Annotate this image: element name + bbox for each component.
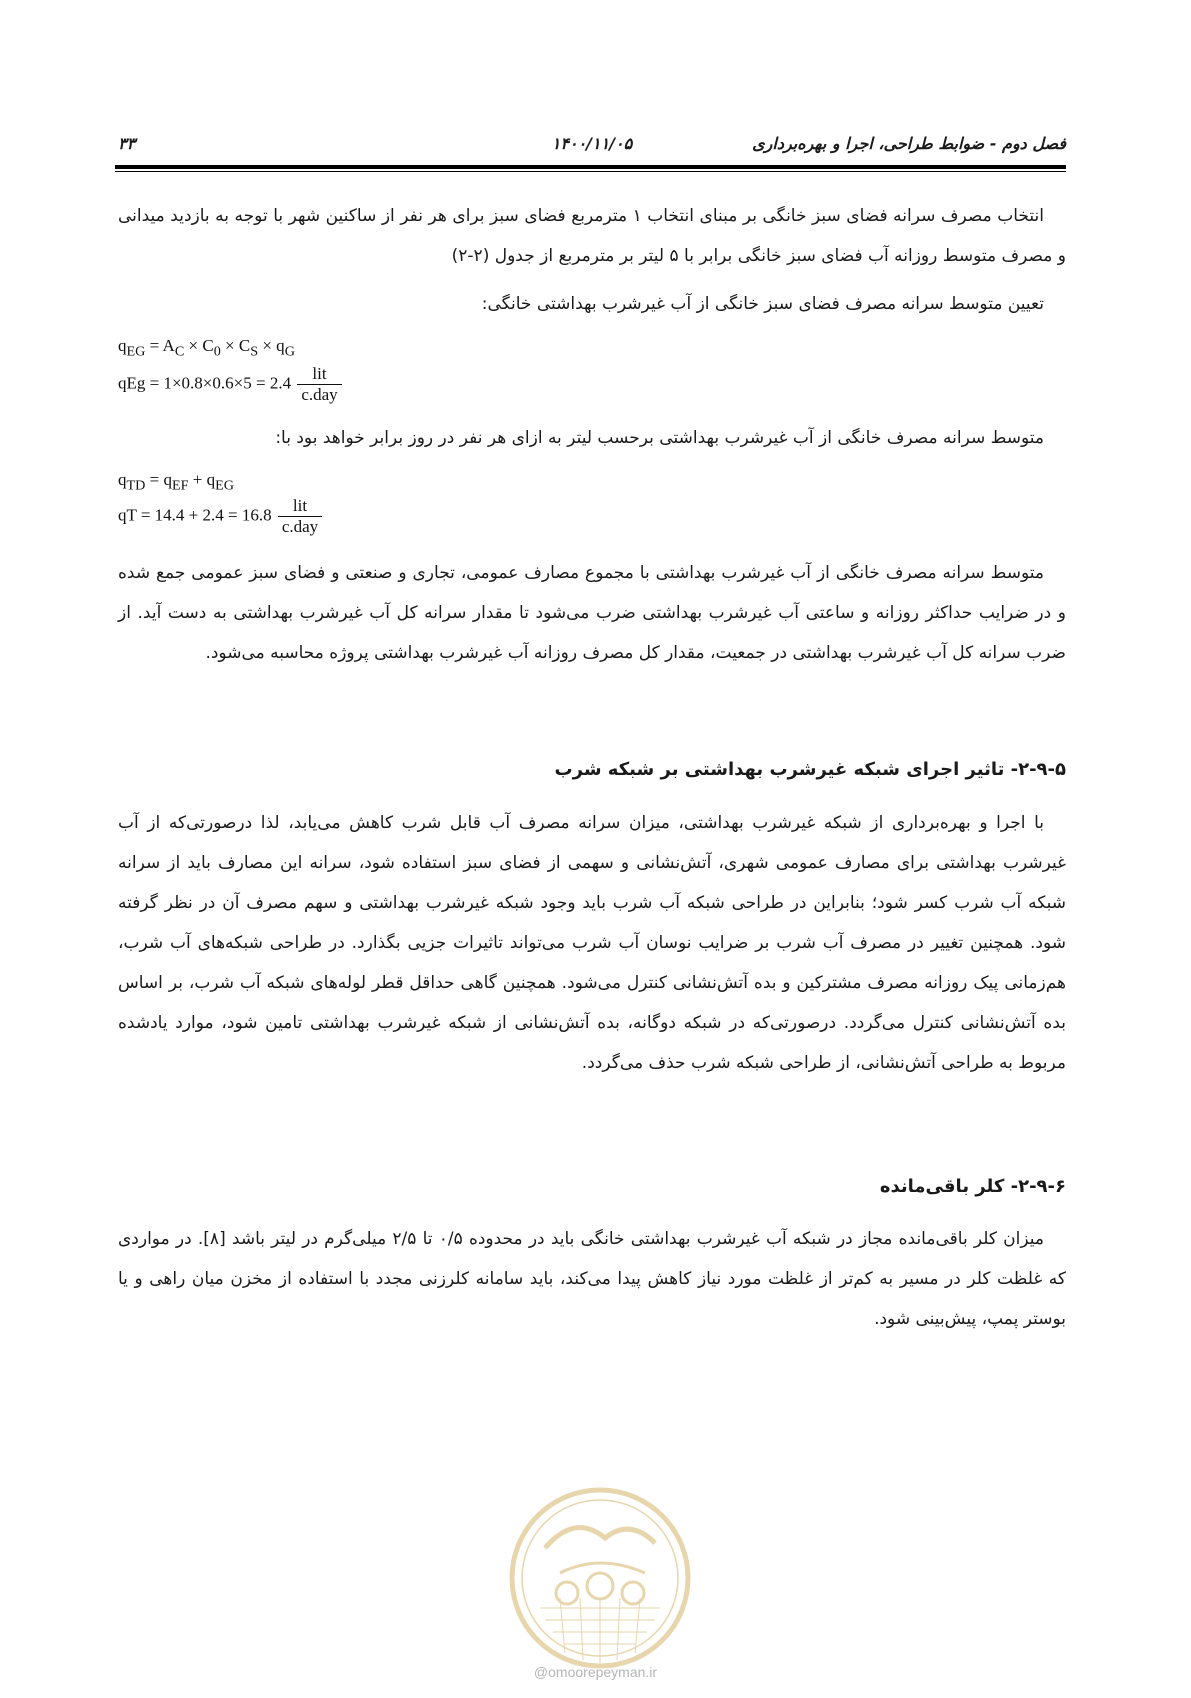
- paragraph-avg-household: متوسط سرانه مصرف خانگی از آب غیرشرب بهداشتی برحسب لیتر به ازای هر نفر در روز برابر خواهد بود با:: [275, 428, 1044, 448]
- page-header: [118, 128, 1066, 162]
- header-date: ۱۴۰۰/۱۱/۰۵: [551, 134, 633, 153]
- formula-qtd-definition: $q_{TD} = q_{EF} + q_{EG}$: [118, 470, 234, 494]
- paragraph-total-non-potable: متوسط سرانه مصرف خانگی از آب غیرشرب بهداشتی با مجموع مصارف عمومی، تجاری و صنعتی و فضای سبز عمومی جمع شده و در ضرایب حداکثر روزانه و ساعتی آب غیرشرب بهداشتی ضرب می‌شود تا مقدار سرانه کل آب غیرشرب بهداشتی به دست آید. از ضرب سرانه کل آب غیرشرب بهداشتی در جمعیت، مقدار کل مصرف روزانه آب غیرشرب بهداشتی پروژه محاسبه می‌شود.: [118, 563, 1066, 663]
- header-rule-thin: [115, 171, 1066, 172]
- paragraph-green-space-intro: تعیین متوسط سرانه مصرف فضای سبز خانگی از آب غیرشرب بهداشتی خانگی:: [481, 294, 1044, 314]
- paragraph-green-space-selection: انتخاب مصرف سرانه فضای سبز خانگی بر مبنای انتخاب ۱ مترمربع فضای سبز برای هر نفر از ساکنین شهر با توجه به بازدید میدانی و مصرف متوسط روزانه آب فضای سبز خانگی برابر با ۵ لیتر بر مترمربع از جدول (۲-۲): [118, 206, 1066, 266]
- paragraph-network-impact: با اجرا و بهره‌برداری از شبکه غیرشرب بهداشتی، میزان سرانه مصرف آب قابل شرب کاهش می‌یابد، لذا درصورتی‌که از آب غیرشرب بهداشتی برای مصارف عمومی شهری، آتش‌نشانی و سهمی از فضای سبز استفاده شود، سرانه این مصارف باید از سرانه شبکه آب شرب کسر شود؛ بنابراین در طراحی شبکه آب شرب باید وجود شبکه غیرشرب بهداشتی و سهم مصرف آن در نظر گرفته شود. همچنین تغییر در مصرف آب شرب بر ضرایب نوسان آب شرب می‌تواند تاثیرات جزیی بگذارد. در طراحی شبکه‌های آب شرب، هم‌زمانی پیک روزانه مصرف مشترکین و بده آتش‌نشانی کنترل می‌شود. همچنین گاهی حداقل قطر لوله‌های شبکه آب شرب، بر اساس بده آتش‌نشانی کنترل می‌گردد. درصورتی‌که در شبکه دوگانه، بده آتش‌نشانی از شبکه غیرشرب بهداشتی تامین شود، موارد یادشده مربوط به طراحی آتش‌نشانی، از طراحی شبکه شرب حذف می‌گردد.: [118, 813, 1066, 1073]
- formula-qeg-definition: $q_{EG} = A_C \times C_0 \times C_S \times q_G$: [118, 336, 295, 360]
- page-number: ۳۳: [118, 134, 136, 153]
- section-heading-2-9-5: ۲-۹-۵- تاثیر اجرای شبکه غیرشرب بهداشتی بر شبکه شرب: [554, 759, 1066, 780]
- formula-qeg-value: qEg = 1×0.8×0.6×5 = 2.4 $\frac{\text{lit}}{\text{c.day}}$: [118, 364, 342, 405]
- section-heading-2-9-6: ۲-۹-۶- کلر باقی‌مانده: [879, 1176, 1066, 1197]
- formula-qt-value: qT = 14.4 + 2.4 = 16.8 $\frac{\text{lit}}{\text{c.day}}$: [118, 496, 322, 537]
- chapter-title: فصل دوم - ضوابط طراحی، اجرا و بهره‌برداری: [752, 134, 1066, 153]
- fraction-lit-per-day: $\frac{\text{lit}}{\text{c.day}}$: [278, 496, 322, 537]
- fraction-lit-per-day: $\frac{\text{lit}}{\text{c.day}}$: [297, 364, 341, 405]
- paragraph-residual-chlorine: میزان کلر باقی‌مانده مجاز در شبکه آب غیرشرب بهداشتی خانگی باید در محدوده ۰/۵ تا ۲/۵ میلی‌گرم در لیتر باشد [۸]. در مواردی که غلظت کلر در مسیر به کم‌تر از غلظت مورد نیاز کاهش پیدا می‌کند، باید سامانه کلرزنی مجدد با استفاده از مخزن میان راهی و یا بوستر پمپ، پیش‌بینی شود.: [118, 1229, 1066, 1329]
- header-rule-thick: [115, 165, 1066, 169]
- watermark-url: @omoorepeyman.ir: [533, 1664, 658, 1680]
